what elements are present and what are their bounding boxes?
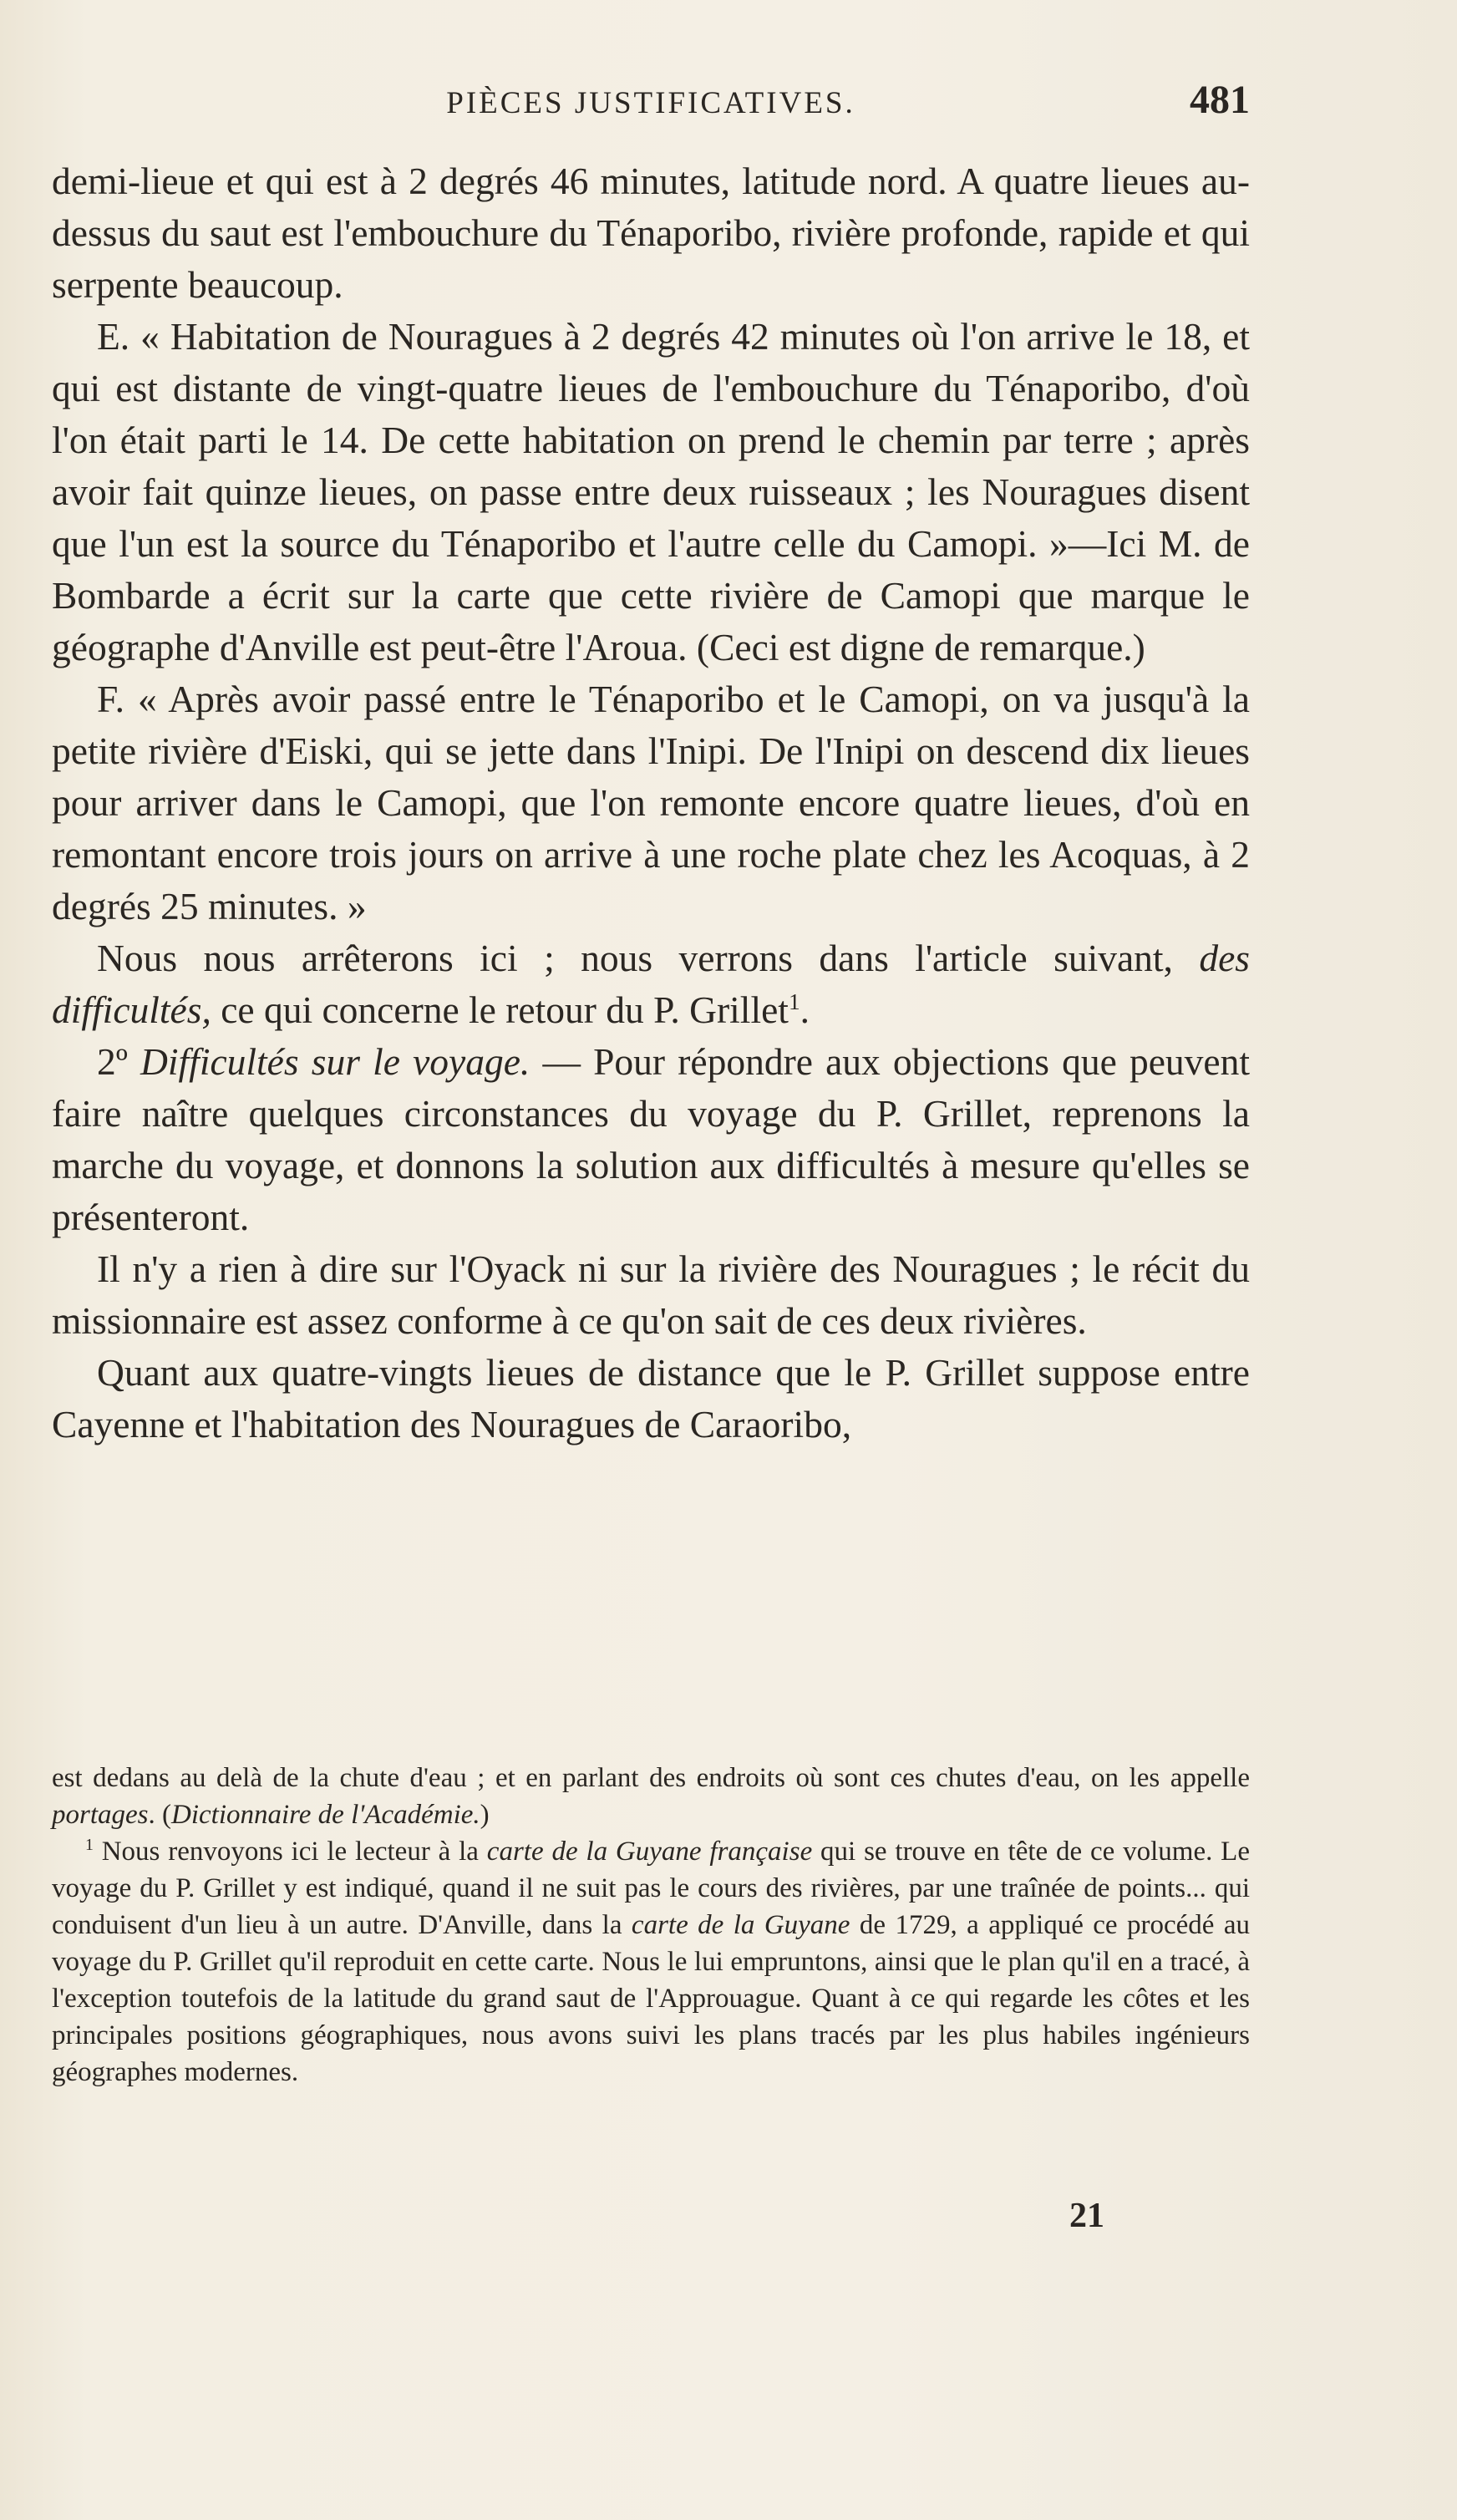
footnote-continued-italic-2: Dictionnaire de l'Académie. — [171, 1800, 480, 1830]
footnote-1-text-b: qui se trouve en tête de ce volume. Le voyage du P. Grillet y est indiqué, quand il ne suit pas le cours des rivières, par une traînée de points... qui conduisent d'un lieu à un autre. D'Anville, dans la — [52, 1837, 1250, 1940]
footnote-ref-1: 1 — [788, 988, 800, 1014]
paragraph-e: E. « Habitation de Nouragues à 2 degrés 42 minutes où l'on arrive le 18, et qui est distante de vingt-quatre lieues de l'embouchure du Ténaporibo, d'où l'on était parti le 14. De cette habitation on prend le chemin par terre ; après avoir fait quinze lieues, on passe entre deux ruisseaux ; les Nouragues disent que l'un est la source du Ténaporibo et l'autre celle du Camopi. »—Ici M. de Bombarde a écrit sur la carte que cette rivière de Camopi que marque le géographe d'Anville est peut-être l'Aroua. (Ceci est digne de remarque.) — [52, 315, 1250, 668]
paragraph-continued: demi-lieue et qui est à 2 degrés 46 minutes, latitude nord. A quatre lieues au-dessus du saut est l'embouchure du Ténaporibo, rivière profonde, rapide et qui serpente beaucoup. — [52, 160, 1250, 306]
footnote-continued-italic-1: portages — [52, 1800, 149, 1830]
paragraph-arret-text: Nous nous arrêterons ici ; nous verrons dans l'article suivant, — [97, 937, 1200, 979]
paragraph-oyack: Il n'y a rien à dire sur l'Oyack ni sur la rivière des Nouragues ; le récit du missionnaire est assez conforme à ce qu'on sait de ces deux rivières. — [52, 1247, 1250, 1342]
running-title: PIÈCES JUSTIFICATIVES. — [446, 86, 855, 120]
main-text — [52, 155, 1250, 1451]
footnote-1-text-c: de 1729, a appliqué ce procédé au voyage du P. Grillet qu'il reproduit en cette carte. Nous le lui empruntons, ainsi que le plan qu'il en a tracé, à l'exception toutefois de la latitude du grand saut de l'Approuague. Quant à ce qui regarde les côtes et les principales positions géographiques, nous avons suivi les plans tracés par les plus habiles ingénieurs géographes modernes. — [52, 1910, 1250, 2087]
footnote-1-italic-1: carte de la Guyane française — [486, 1837, 813, 1867]
paragraph-arret-text-2: ce qui concerne le retour du P. Grillet — [211, 988, 789, 1031]
paragraph-quant: Quant aux quatre-vingts lieues de distance que le P. Grillet suppose entre Cayenne et l'habitation des Nouragues de Caraoribo, — [52, 1351, 1250, 1445]
footnote-continued-text: est dedans au delà de la chute d'eau ; et en parlant des endroits où sont ces chutes d'eau, on les appelle — [52, 1763, 1250, 1793]
section-heading: Difficultés sur le voyage. — [140, 1040, 531, 1083]
paragraph-arret-italic: des difficultés, — [52, 937, 1250, 1031]
paragraph-difficultes — [52, 1036, 1250, 1243]
paragraph-difficultes-text: — Pour répondre aux objections que peuvent faire naître quelques circonstances du voyage du P. Grillet, reprenons la marche du voyage, et donnons la solution aux difficultés à mesure qu'elles se présenteront. — [52, 1040, 1251, 1238]
paragraph-f: F. « Après avoir passé entre le Ténaporibo et le Camopi, on va jusqu'à la petite rivière d'Eiski, qui se jette dans l'Inipi. De l'Inipi on descend dix lieues pour arriver dans le Camopi, que l'on remonte encore quatre lieues, d'où en remontant encore trois jours on arrive à une roche plate chez les Acoquas, à 2 degrés 25 minutes. » — [52, 678, 1250, 927]
footnote-1-text-a: Nous renvoyons ici le lecteur à la — [93, 1837, 487, 1867]
footnotes — [52, 1760, 1250, 2091]
page-header — [52, 77, 1250, 130]
footnote-continued — [52, 1760, 1250, 1833]
footnote-1-marker: 1 — [85, 1836, 94, 1854]
paragraph-arret-end: . — [800, 988, 810, 1031]
footnote-continued-end: ) — [480, 1800, 490, 1830]
paragraph-arret — [52, 932, 1250, 1036]
footnote-continued-mid: . ( — [148, 1800, 171, 1830]
page-number: 481 — [1190, 78, 1250, 122]
section-number: 2º — [97, 1040, 141, 1083]
footnote-1 — [52, 1833, 1250, 2091]
signature-mark: 21 — [1069, 2197, 1104, 2235]
footnote-1-italic-2: carte de la Guyane — [631, 1910, 850, 1940]
